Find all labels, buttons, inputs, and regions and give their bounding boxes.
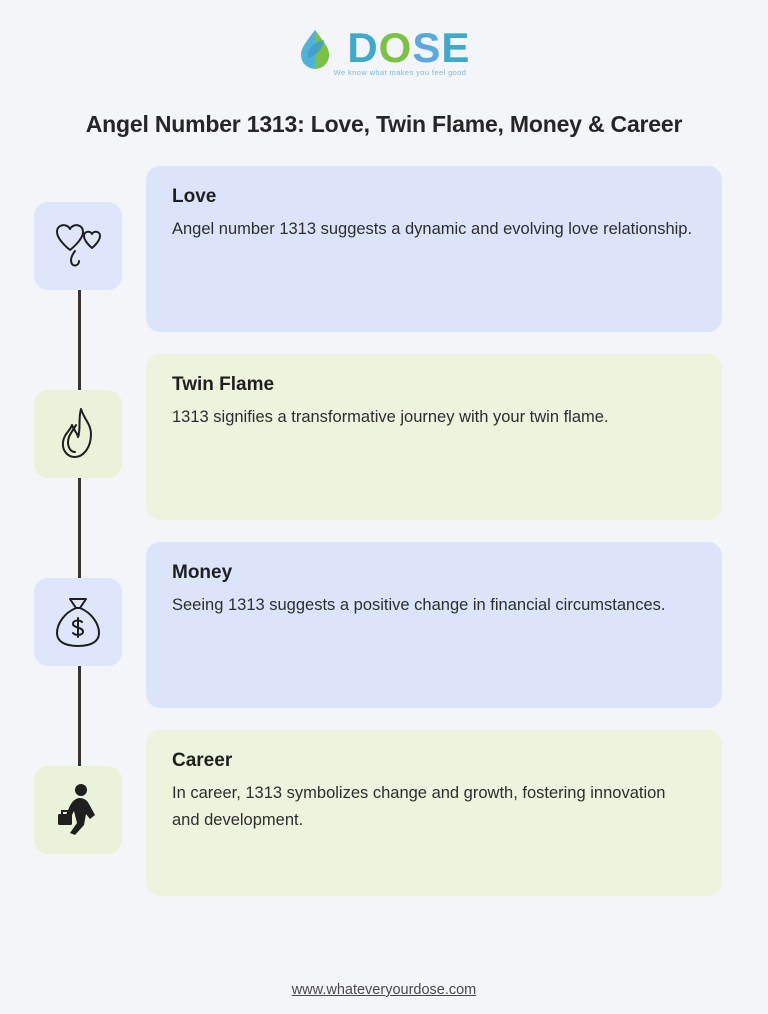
- logo-letter-o: O: [378, 24, 413, 71]
- header: [0, 0, 768, 77]
- website-link-domain: whateveryourdose.com: [326, 982, 477, 998]
- footer: [0, 982, 768, 998]
- card-text-career: In career, 1313 symbolizes change and growth, fostering innovation and development.: [172, 784, 666, 830]
- hearts-icon: [34, 202, 122, 290]
- logo-letter-s: S: [412, 24, 442, 71]
- website-link[interactable]: [292, 982, 477, 998]
- logo-letter-e: E: [441, 24, 471, 71]
- card-title-twin-flame: Twin Flame: [172, 374, 275, 395]
- card-text-money: Seeing 1313 suggests a positive change in financial circumstances.: [172, 596, 666, 614]
- logo-letter-d: D: [347, 24, 379, 71]
- page-title: Angel Number 1313: Love, Twin Flame, Money & Career: [85, 111, 683, 137]
- card-money: [146, 542, 722, 708]
- flame-icon: [34, 390, 122, 478]
- card-title-money: Money: [172, 562, 233, 583]
- logo-tagline: We know what makes you feel good: [333, 68, 467, 77]
- card-text-love: Angel number 1313 suggests a dynamic and evolving love relationship.: [172, 220, 693, 238]
- walking-businessperson-icon: [34, 766, 122, 854]
- timeline: [0, 166, 768, 896]
- card-title-career: Career: [172, 750, 233, 771]
- website-link-prefix: www.: [291, 982, 327, 998]
- card-love: [146, 166, 722, 332]
- logo-wordmark: [334, 26, 471, 77]
- card-career: [146, 730, 722, 896]
- timeline-item-twin-flame: [34, 354, 722, 520]
- card-text-twin-flame: 1313 signifies a transformative journey with your twin flame.: [172, 408, 609, 426]
- card-twin-flame: [146, 354, 722, 520]
- money-bag-icon: [34, 578, 122, 666]
- timeline-item-money: [34, 542, 722, 708]
- dose-logo: [298, 26, 471, 77]
- leaf-drop-icon: [298, 28, 332, 72]
- card-title-love: Love: [172, 186, 217, 207]
- timeline-item-love: [34, 166, 722, 332]
- timeline-item-career: [34, 730, 722, 896]
